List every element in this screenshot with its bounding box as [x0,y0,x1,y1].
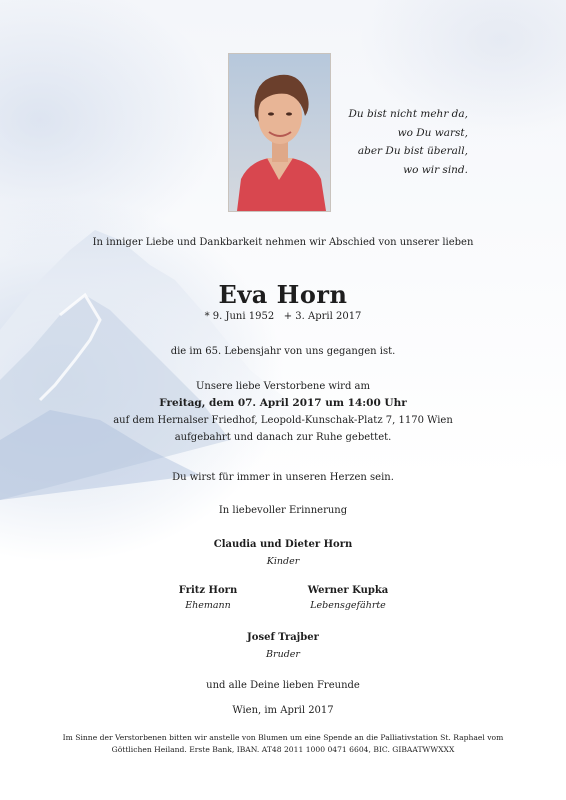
poem [318,105,468,179]
poem-line: wo wir sind. [403,163,468,176]
poem-line: wo Du warst, [397,126,468,139]
mourner-husband-role: Ehemann [185,600,231,611]
mourner-husband [158,585,258,611]
mourner-brother-name: Josef Trajber [247,632,319,643]
life-dates: * 9. Juni 1952 + 3. April 2017 [204,311,362,322]
mourner-partner-role: Lebensgefährte [310,600,386,611]
poem-line: Du bist nicht mehr da, [348,108,468,120]
mountain-background-image [0,210,300,510]
mourner-husband-name: Fritz Horn [178,585,238,596]
friends-line: und alle Deine lieben Freunde [206,680,360,691]
funeral-intro: Unsere liebe Verstorbene wird am [196,381,370,392]
funeral-outro: aufgebahrt und danach zur Ruhe gebettet. [174,432,392,443]
funeral-place: auf dem Hernalser Friedhof, Leopold-Kunschak-Platz 7, 1170 Wien [113,415,453,426]
heart-line: Du wirst für immer in unseren Herzen sein. [172,472,394,483]
mourner-children-role: Kinder [266,556,300,567]
age-line: die im 65. Lebensjahr von uns gegangen ist. [170,346,396,357]
footnote-line: Göttlichen Heiland. Erste Bank, IBAN. AT48 2011 1000 0471 6604, BIC. GIBAATWWXXX [111,745,455,754]
memory-line: In liebevoller Erinnerung [218,505,348,516]
intro-line: In inniger Liebe und Dankbarkeit nehmen wir Abschied von unserer lieben [92,237,474,248]
mourner-partner-name: Werner Kupka [307,585,389,596]
mourner-brother-role: Bruder [266,649,300,660]
deceased-name: Eva Horn [218,280,348,309]
funeral-date: Freitag, dem 07. April 2017 um 14:00 Uhr [159,397,407,409]
poem-line: aber Du bist überall, [357,145,468,157]
footnote-line: Im Sinne der Verstorbenen bitten wir anstelle von Blumen um eine Spende an die Palliativstation St. Raphael vom [62,733,504,742]
portrait-photo [228,53,331,212]
mourner-partner [288,585,408,611]
mourner-children-name: Claudia und Dieter Horn [213,539,353,550]
place-date: Wien, im April 2017 [232,705,334,716]
